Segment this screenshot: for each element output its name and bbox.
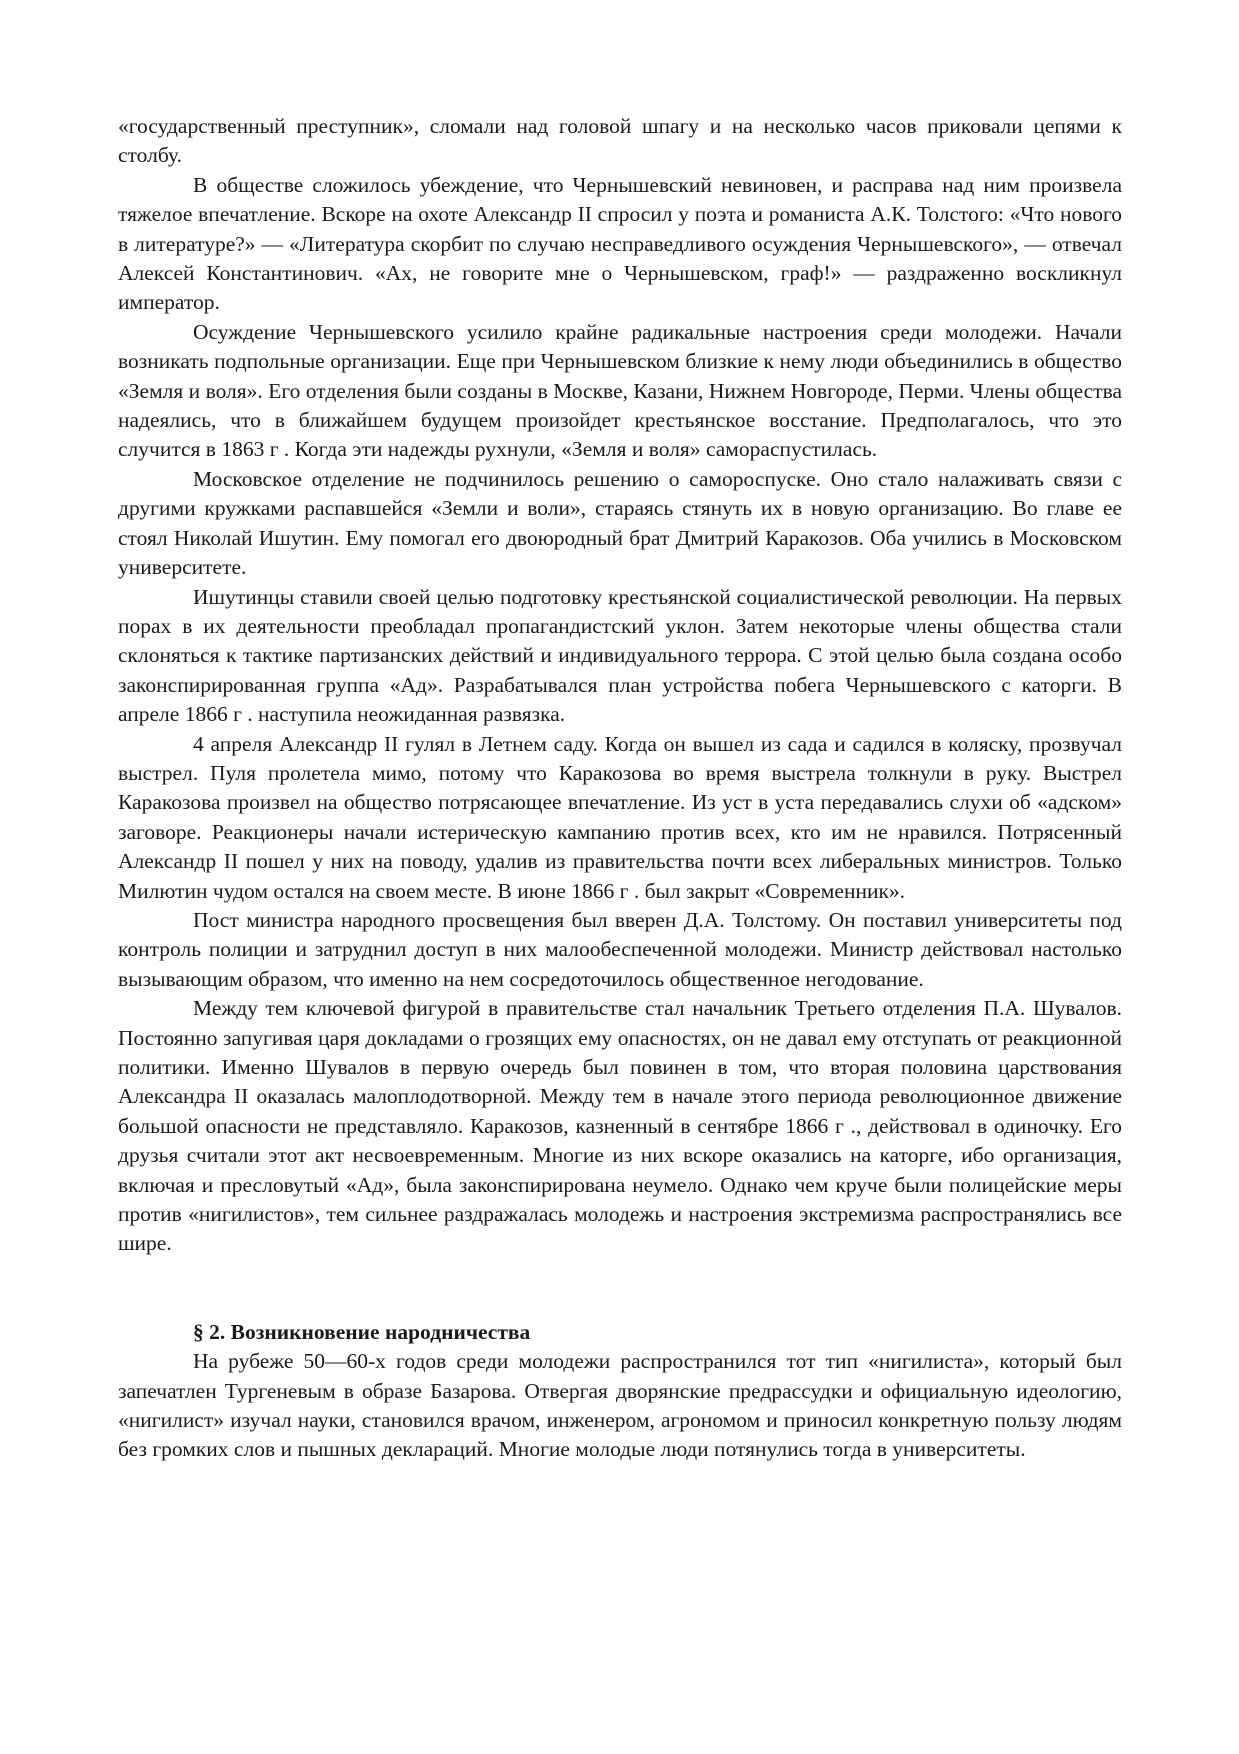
paragraph: Осуждение Чернышевского усилило крайне радикальные настроения среди молодежи. Начали возникать подпольные организации. Еще при Чернышевском близкие к нему люди объединились в общество «Земля и воля». Его отделения были созданы в Москве, Казани, Нижнем Новгороде, Перми. Члены общества надеялись, что в ближайшем будущем произойдет крестьянское восстание. Предполагалось, что это случится в 1863 г . Когда эти надежды рухнули, «Земля и воля» самораспустилась. <box>118 319 1122 462</box>
paragraph: Между тем ключевой фигурой в правительстве стал начальник Третьего отделения П.А. Шувалов. Постоянно запугивая царя докладами о грозящих ему опасностях, он не давал ему отступать от реакционной политики. Именно Шувалов в первую очередь был повинен в том, что вторая половина царствования Александра II оказалась малоплодотворной. Между тем в начале этого периода революционное движение большой опасности не представляло. Каракозов, казненный в сентябре 1866 г ., действовал в одиночку. Его друзья считали этот акт несвоевременным. Многие из них вскоре оказались на каторге, ибо организация, включая и пресловутый «Ад», была законспирирована неумело. Однако чем круче были полицейские меры против «нигилистов», тем сильнее раздражалась молодежь и настроения экстремизма распространялись все шире. <box>118 996 1122 1256</box>
paragraph: 4 апреля Александр II гулял в Летнем саду. Когда он вышел из сада и садился в коляску, прозвучал выстрел. Пуля пролетела мимо, потому что Каракозова во время выстрела толкнули в руку. Выстрел Каракозова произвел на общество потрясающее впечатление. Из уст в уста передавались слухи об «адском» заговоре. Реакционеры начали истерическую кампанию против всех, кто им не нравился. Потрясенный Александр II пошел у них на поводу, удалив из правительства почти всех либеральных министров. Только Милютин чудом остался на своем месте. В июне 1866 г . был закрыт «Современник». <box>118 731 1122 903</box>
paragraph: Московское отделение не подчинилось решению о самороспуске. Оно стало налаживать связи с другими кружками распавшейся «Земли и воли», стараясь стянуть их в новую организацию. Во главе ее стоял Николай Ишутин. Ему помогал его двоюродный брат Дмитрий Каракозов. Оба учились в Московском университете. <box>118 466 1122 580</box>
paragraph: Пост министра народного просвещения был вверен Д.А. Толстому. Он поставил университеты под контроль полиции и затруднил доступ в них малообеспеченной молодежи. Министр действовал настолько вызывающим образом, что именно на нем сосредоточилось общественное негодование. <box>118 907 1122 991</box>
section-heading: § 2. Возникновение народничества <box>193 1319 531 1344</box>
paragraph: На рубеже 50—60-х годов среди молодежи распространился тот тип «нигилиста», который был запечатлен Тургеневым в образе Базарова. Отвергая дворянские предрассудки и официальную идеологию, «нигилист» изучал науки, становился врачом, инженером, агрономом и приносил конкретную пользу людям без громких слов и пышных деклараций. Многие молодые люди потянулись тогда в университеты. <box>118 1349 1122 1462</box>
document-page <box>118 112 1122 1465</box>
paragraph: Ишутинцы ставили своей целью подготовку крестьянской социалистической революции. На первых порах в их деятельности преобладал пропагандистский уклон. Затем некоторые члены общества стали склоняться к тактике партизанских действий и индивидуального террора. С этой целью была создана особо законспирированная группа «Ад». Разрабатывался план устройства побега Чернышевского с каторги. В апреле 1866 г . наступила неожиданная развязка. <box>118 584 1122 727</box>
paragraph: В обществе сложилось убеждение, что Чернышевский невиновен, и расправа над ним произвела тяжелое впечатление. Вскоре на охоте Александр II спросил у поэта и романиста А.К. Толстого: «Что нового в литературе?» — «Литература скорбит по случаю несправедливого осуждения Чернышевского», — отвечал Алексей Константинович. «Ах, не говорите мне о Чернышевском, граф!» — раздраженно воскликнул император. <box>118 172 1122 315</box>
paragraph-continuation: «государственный преступник», сломали над головой шпагу и на несколько часов приковали цепями к столбу. <box>118 114 1122 168</box>
